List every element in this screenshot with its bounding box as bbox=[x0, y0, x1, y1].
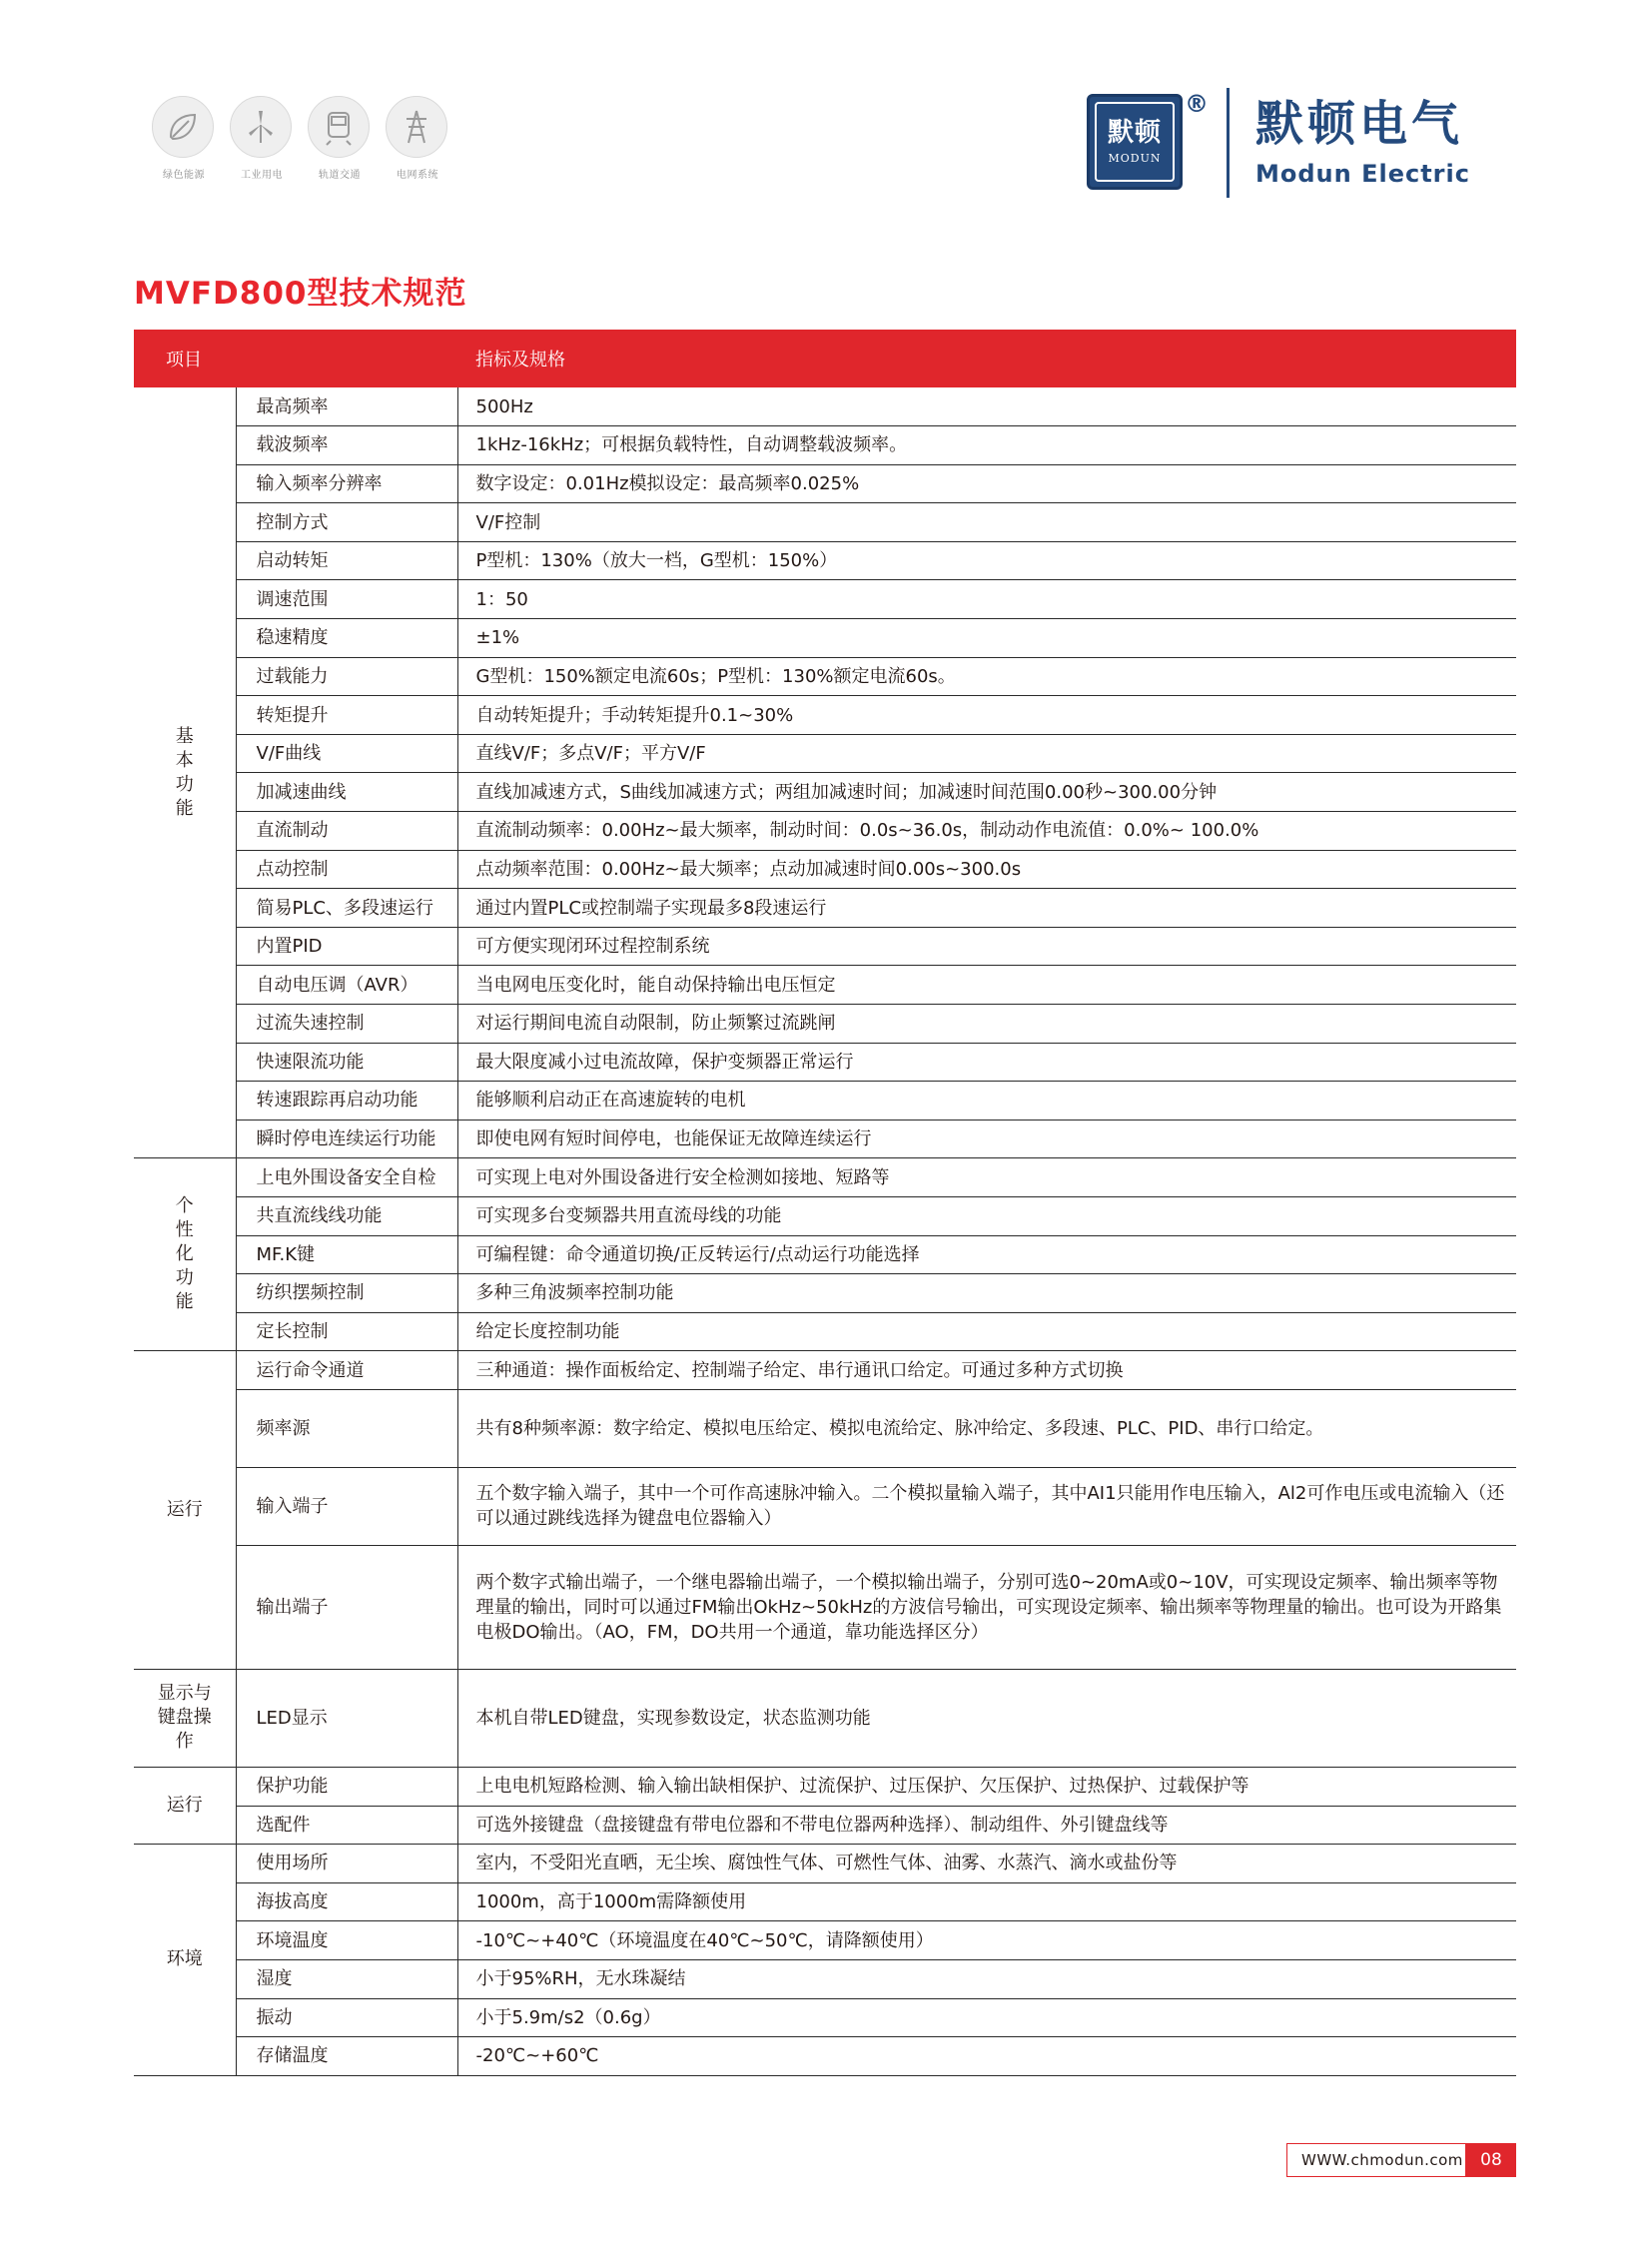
item-value: 对运行期间电流自动限制，防止频繁过流跳闸 bbox=[457, 1005, 1516, 1044]
company-logo bbox=[1087, 90, 1470, 198]
item-name: 调速范围 bbox=[236, 580, 457, 619]
seal-text-cn: 默顿 bbox=[1107, 117, 1162, 148]
item-name: 环境温度 bbox=[236, 1921, 457, 1960]
item-name: 最高频率 bbox=[236, 387, 457, 426]
item-value: 通过内置PLC或控制端子实现最多8段速运行 bbox=[457, 889, 1516, 928]
item-value: 点动频率范围：0.00Hz~最大频率；点动加减速时间0.00s~300.0s bbox=[457, 850, 1516, 889]
table-row bbox=[134, 1845, 1516, 1883]
item-value: -20℃~+60℃ bbox=[457, 2037, 1516, 2076]
item-name: 输出端子 bbox=[236, 1545, 457, 1669]
brand-name-en: Modun Electric bbox=[1255, 160, 1470, 188]
table-row bbox=[134, 1959, 1516, 1998]
brand-name-cn: 默顿电气 bbox=[1255, 96, 1464, 152]
item-name: 定长控制 bbox=[236, 1312, 457, 1351]
category-label: 显示与键盘操作 bbox=[157, 1683, 212, 1753]
item-name: 输入端子 bbox=[236, 1467, 457, 1545]
header-item: 项目 bbox=[134, 330, 457, 387]
table-row bbox=[134, 2037, 1516, 2076]
icon-caption: 电网系统 bbox=[397, 170, 438, 181]
item-value: ±1% bbox=[457, 619, 1516, 658]
item-name: 过载能力 bbox=[236, 657, 457, 696]
table-row bbox=[134, 657, 1516, 696]
category-cell bbox=[134, 1845, 236, 2076]
page-title: MVFD800型技术规范 bbox=[134, 276, 467, 312]
item-value: G型机：150%额定电流60s；P型机：130%额定电流60s。 bbox=[457, 657, 1516, 696]
item-name: 载波频率 bbox=[236, 426, 457, 465]
item-name: 控制方式 bbox=[236, 503, 457, 542]
item-name: 共直流线线功能 bbox=[236, 1196, 457, 1235]
item-value: 自动转矩提升；手动转矩提升0.1~30% bbox=[457, 696, 1516, 735]
item-name: 自动电压调（AVR） bbox=[236, 966, 457, 1005]
table-row bbox=[134, 734, 1516, 773]
header-spec: 指标及规格 bbox=[457, 330, 1516, 387]
icon-caption: 轨道交通 bbox=[319, 170, 361, 181]
brand-name bbox=[1255, 94, 1470, 188]
item-value: 可选外接键盘（盘接键盘有带电位器和不带电位器两种选择）、制动组件、外引键盘线等 bbox=[457, 1806, 1516, 1845]
train-icon bbox=[308, 96, 370, 158]
item-name: 快速限流功能 bbox=[236, 1043, 457, 1082]
table-row bbox=[134, 1767, 1516, 1806]
category-label: 个性化功能 bbox=[175, 1195, 194, 1313]
category-label: 运行 bbox=[166, 1795, 203, 1817]
category-label: 基本功能 bbox=[175, 725, 194, 819]
item-value: 小于95%RH，无水珠凝结 bbox=[457, 1959, 1516, 1998]
item-name: 点动控制 bbox=[236, 850, 457, 889]
item-name: 简易PLC、多段速运行 bbox=[236, 889, 457, 928]
item-value: 即使电网有短时间停电，也能保证无故障连续运行 bbox=[457, 1120, 1516, 1158]
website-url[interactable]: WWW.chmodun.com bbox=[1286, 2143, 1466, 2177]
table-row bbox=[134, 1043, 1516, 1082]
item-name: 启动转矩 bbox=[236, 541, 457, 580]
registered-mark: ® bbox=[1185, 90, 1209, 118]
table-row bbox=[134, 1389, 1516, 1467]
table-row bbox=[134, 1545, 1516, 1669]
table-row bbox=[134, 1120, 1516, 1158]
seal-text-en: MODUN bbox=[1108, 151, 1162, 165]
table-row bbox=[134, 889, 1516, 928]
table-row bbox=[134, 696, 1516, 735]
category-cell bbox=[134, 1351, 236, 1670]
item-name: 过流失速控制 bbox=[236, 1005, 457, 1044]
table-row bbox=[134, 426, 1516, 465]
item-value: 上电电机短路检测、输入输出缺相保护、过流保护、过压保护、欠压保护、过热保护、过载保护等 bbox=[457, 1767, 1516, 1806]
item-value: 直流制动频率：0.00Hz~最大频率，制动时间：0.0s~36.0s，制动动作电流值：0.0%~ 100.0% bbox=[457, 812, 1516, 851]
item-value: 本机自带LED键盘，实现参数设定，状态监测功能 bbox=[457, 1669, 1516, 1767]
item-name: MF.K键 bbox=[236, 1235, 457, 1274]
table-row bbox=[134, 1998, 1516, 2037]
item-name: 输入频率分辨率 bbox=[236, 464, 457, 503]
item-value: 最大限度减小过电流故障，保护变频器正常运行 bbox=[457, 1043, 1516, 1082]
wind-turbine-icon bbox=[230, 96, 292, 158]
item-name: 上电外围设备安全自检 bbox=[236, 1158, 457, 1197]
table-row bbox=[134, 1005, 1516, 1044]
item-value: P型机：130%（放大一档，G型机：150%） bbox=[457, 541, 1516, 580]
item-value: 三种通道：操作面板给定、控制端子给定、串行通讯口给定。可通过多种方式切换 bbox=[457, 1351, 1516, 1390]
table-row bbox=[134, 541, 1516, 580]
item-value: 给定长度控制功能 bbox=[457, 1312, 1516, 1351]
table-row bbox=[134, 580, 1516, 619]
industry-icons bbox=[152, 96, 449, 181]
logo-seal bbox=[1087, 94, 1183, 190]
table-row bbox=[134, 773, 1516, 812]
item-name: 保护功能 bbox=[236, 1767, 457, 1806]
page-footer bbox=[1286, 2143, 1516, 2177]
item-value: 共有8种频率源：数字给定、模拟电压给定、模拟电流给定、脉冲给定、多段速、PLC、PID、串行口给定。 bbox=[457, 1389, 1516, 1467]
category-cell bbox=[134, 1767, 236, 1844]
item-name: 选配件 bbox=[236, 1806, 457, 1845]
item-value: -10℃~+40℃（环境温度在40℃~50℃，请降额使用） bbox=[457, 1921, 1516, 1960]
item-name: 瞬时停电连续运行功能 bbox=[236, 1120, 457, 1158]
item-value: 可实现多台变频器共用直流母线的功能 bbox=[457, 1196, 1516, 1235]
item-name: 海拔高度 bbox=[236, 1882, 457, 1921]
item-value: 1kHz-16kHz；可根据负载特性，自动调整载波频率。 bbox=[457, 426, 1516, 465]
table-row bbox=[134, 1921, 1516, 1960]
item-value: 小于5.9m/s2（0.6g） bbox=[457, 1998, 1516, 2037]
pylon-icon bbox=[386, 96, 447, 158]
icon-caption: 工业用电 bbox=[241, 170, 283, 181]
item-value: 500Hz bbox=[457, 387, 1516, 426]
item-value: 可方便实现闭环过程控制系统 bbox=[457, 927, 1516, 966]
power-grid-item bbox=[386, 96, 449, 181]
item-name: LED显示 bbox=[236, 1669, 457, 1767]
page-number: 08 bbox=[1466, 2143, 1516, 2177]
item-value: 多种三角波频率控制功能 bbox=[457, 1274, 1516, 1313]
category-label: 环境 bbox=[166, 1948, 203, 1970]
category-cell bbox=[134, 1158, 236, 1351]
item-value: 直线加减速方式，S曲线加减速方式；两组加减速时间；加减速时间范围0.00秒~300.00分钟 bbox=[457, 773, 1516, 812]
item-value: 数字设定：0.01Hz模拟设定：最高频率0.025% bbox=[457, 464, 1516, 503]
table-row bbox=[134, 1312, 1516, 1351]
spec-table-body bbox=[134, 387, 1516, 2075]
item-name: 加减速曲线 bbox=[236, 773, 457, 812]
item-value: 五个数字输入端子，其中一个可作高速脉冲输入。二个模拟量输入端子，其中AI1只能用作电压输入，Al2可作电压或电流输入（还可以通过跳线选择为键盘电位器输入） bbox=[457, 1467, 1516, 1545]
item-name: 纺织摆频控制 bbox=[236, 1274, 457, 1313]
table-row bbox=[134, 1467, 1516, 1545]
category-cell bbox=[134, 1669, 236, 1767]
table-row bbox=[134, 1235, 1516, 1274]
item-value: 两个数字式输出端子，一个继电器输出端子，一个模拟输出端子，分别可选0~20mA或0~10V，可实现设定频率、输出频率等物理量的输出，同时可以通过FM输出OkHz~50kHz的方波信号输出，可实现设定频率、输出频率等物理量的输出。也可设为开路集电极DO输出。（AO，FM，DO共用一个通道，靠功能选择区分） bbox=[457, 1545, 1516, 1669]
table-row bbox=[134, 1806, 1516, 1845]
category-label: 运行 bbox=[166, 1499, 203, 1521]
item-value: 1000m，高于1000m需降额使用 bbox=[457, 1882, 1516, 1921]
item-name: 内置PID bbox=[236, 927, 457, 966]
table-row bbox=[134, 1274, 1516, 1313]
item-value: 1：50 bbox=[457, 580, 1516, 619]
item-name: 频率源 bbox=[236, 1389, 457, 1467]
item-name: 直流制动 bbox=[236, 812, 457, 851]
item-name: 湿度 bbox=[236, 1959, 457, 1998]
item-name: 转矩提升 bbox=[236, 696, 457, 735]
rail-transit-item bbox=[308, 96, 372, 181]
table-header-row bbox=[134, 330, 1516, 387]
category-cell bbox=[134, 387, 236, 1158]
item-value: 可实现上电对外围设备进行安全检测如接地、短路等 bbox=[457, 1158, 1516, 1197]
table-row bbox=[134, 1882, 1516, 1921]
item-value: 能够顺利启动正在高速旋转的电机 bbox=[457, 1082, 1516, 1120]
item-name: 存储温度 bbox=[236, 2037, 457, 2076]
table-row bbox=[134, 1158, 1516, 1197]
icon-caption: 绿色能源 bbox=[163, 170, 205, 181]
green-energy-item bbox=[152, 96, 216, 181]
item-value: 当电网电压变化时，能自动保持输出电压恒定 bbox=[457, 966, 1516, 1005]
table-row bbox=[134, 850, 1516, 889]
table-row bbox=[134, 503, 1516, 542]
table-row bbox=[134, 966, 1516, 1005]
item-name: 振动 bbox=[236, 1998, 457, 2037]
item-name: V/F曲线 bbox=[236, 734, 457, 773]
table-row bbox=[134, 1196, 1516, 1235]
table-row bbox=[134, 619, 1516, 658]
spec-table bbox=[134, 330, 1516, 2076]
table-row bbox=[134, 464, 1516, 503]
leaf-icon bbox=[152, 96, 214, 158]
table-row bbox=[134, 1351, 1516, 1390]
item-value: 室内，不受阳光直晒，无尘埃、腐蚀性气体、可燃性气体、油雾、水蒸汽、滴水或盐份等 bbox=[457, 1845, 1516, 1883]
table-row bbox=[134, 812, 1516, 851]
item-name: 运行命令通道 bbox=[236, 1351, 457, 1390]
table-row bbox=[134, 927, 1516, 966]
table-row bbox=[134, 387, 1516, 426]
item-value: 直线V/F；多点V/F；平方V/F bbox=[457, 734, 1516, 773]
logo-divider bbox=[1227, 88, 1230, 198]
table-row bbox=[134, 1669, 1516, 1767]
table-row bbox=[134, 1082, 1516, 1120]
item-value: 可编程键：命令通道切换/正反转运行/点动运行功能选择 bbox=[457, 1235, 1516, 1274]
item-name: 转速跟踪再启动功能 bbox=[236, 1082, 457, 1120]
item-value: V/F控制 bbox=[457, 503, 1516, 542]
industrial-power-item bbox=[230, 96, 294, 181]
item-name: 使用场所 bbox=[236, 1845, 457, 1883]
item-name: 稳速精度 bbox=[236, 619, 457, 658]
